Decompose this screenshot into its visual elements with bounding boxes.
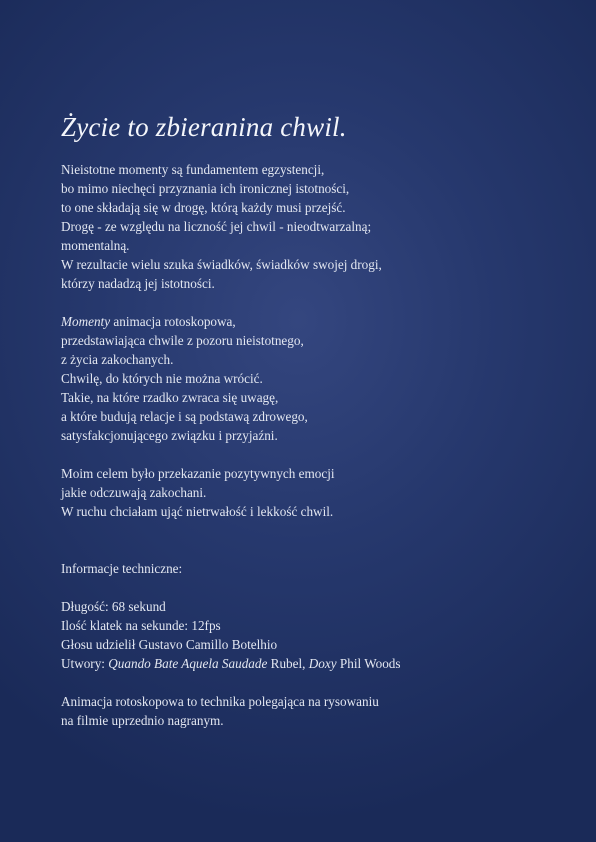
- text-line: to one składają się w drogę, którą każdy musi przejść.: [61, 200, 346, 215]
- text-line: Chwilę, do których nie można wrócić.: [61, 371, 263, 386]
- definition-paragraph: [61, 692, 581, 730]
- body-text: [61, 160, 581, 730]
- paragraph-spacer: [61, 293, 581, 312]
- tech-info-heading: Informacje techniczne:: [61, 561, 183, 576]
- tech-voice: Głosu udzielił Gustavo Camillo Botelhio: [61, 637, 278, 652]
- text-line: momentalną.: [61, 238, 130, 253]
- text-line: przedstawiająca chwile z pozoru nieistotnego,: [61, 333, 304, 348]
- track-artist: Phil Woods: [336, 656, 401, 671]
- film-title: Momenty: [61, 314, 111, 329]
- text-line: W ruchu chciałam ująć nietrwałość i lekkość chwil.: [61, 504, 334, 519]
- text-line: na filmie uprzednio nagranym.: [61, 713, 224, 728]
- intro-paragraph: [61, 160, 581, 293]
- goal-paragraph: [61, 464, 581, 521]
- text-line: Nieistotne momenty są fundamentem egzystencji,: [61, 162, 325, 177]
- text-line: jakie odczuwają zakochani.: [61, 485, 207, 500]
- text-line: satysfakcjonującego związku i przyjaźni.: [61, 428, 278, 443]
- paragraph-spacer: [61, 578, 581, 597]
- text-line: Takie, na które rzadko zwraca się uwagę,: [61, 390, 279, 405]
- tech-info-section: [61, 559, 581, 673]
- paragraph-spacer: [61, 521, 581, 559]
- text-line: którzy nadadzą jej istotności.: [61, 276, 215, 291]
- text-line: W rezultacie wielu szuka świadków, świadków swojej drogi,: [61, 257, 382, 272]
- text-line: Drogę - ze względu na liczność jej chwil - nieodtwarzalną;: [61, 219, 372, 234]
- tech-fps: Ilość klatek na sekunde: 12fps: [61, 618, 221, 633]
- tech-tracks: [61, 654, 581, 673]
- text-line: [61, 312, 581, 331]
- paragraph-spacer: [61, 445, 581, 464]
- text-line: z życia zakochanych.: [61, 352, 174, 367]
- page-title: Życie to zbieranina chwil.: [61, 112, 347, 142]
- track-title: Quando Bate Aquela Saudade: [108, 656, 268, 671]
- moments-paragraph: [61, 312, 581, 445]
- text-line: bo mimo niechęci przyznania ich ironicznej istotności,: [61, 181, 350, 196]
- track-title: Doxy: [308, 656, 337, 671]
- text-line: Moim celem było przekazanie pozytywnych emocji: [61, 466, 335, 481]
- tracks-label: Utwory:: [61, 656, 109, 671]
- paragraph-spacer: [61, 673, 581, 692]
- text-fragment: animacja rotoskopowa,: [110, 314, 236, 329]
- text-line: a które budują relacje i są podstawą zdrowego,: [61, 409, 308, 424]
- track-artist: Rubel,: [267, 656, 309, 671]
- tech-length: Długość: 68 sekund: [61, 599, 166, 614]
- text-line: Animacja rotoskopowa to technika polegająca na rysowaniu: [61, 694, 379, 709]
